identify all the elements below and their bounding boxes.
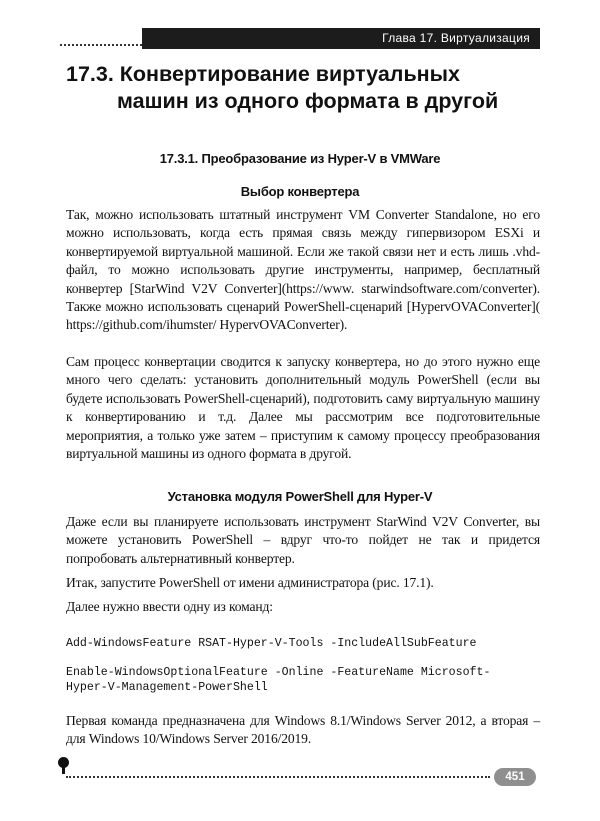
powershell-module-paragraph-4: Первая команда предназначена для Windows 8.1/Windows Server 2012, а вторая – для Windows 10/Windows Server 2016/2019. [66,713,540,747]
converter-choice-paragraph-1: Так, можно использовать штатный инструмент VM Converter Standalone, но его можно использовать, когда есть прямая связь между гипервизором ESXi и конвертируемой виртуальной машиной. Если же такой связи нет и есть лишь .vhd-файл, то можно использовать другие инструменты, например, бесплатный конвертер [StarWind V2V Converter](https://www. starwindsoftware.com/converter). Также можно использовать сценарий PowerShell-сценарий [HypervOVAConverter]( https://github.com/ihumster/ HypervOVAConverter). [66,207,540,333]
powershell-module-heading: Установка модуля PowerShell для Hyper-V [167,489,433,504]
powershell-module-paragraph-2: Итак, запустите PowerShell от имени администратора (рис. 17.1). [66,575,434,590]
code-command-2: Enable-WindowsOptionalFeature -Online -FeatureName Microsoft- Hyper-V-Management-PowerShell [66,666,491,694]
section-title-line2: машин из одного формата в другой [117,89,499,113]
section-title [66,61,546,115]
footer-dots [66,776,490,778]
converter-choice-paragraph-2: Сам процесс конвертации сводится к запуску конвертера, но до этого нужно еще много чего сделать: установить дополнительный модуль PowerShell (если вы будете использовать PowerShell-сценарий), подготовить саму виртуальную машину к конвертированию и т.д. Далее мы рассмотрим все подготовительные мероприятия, а только уже затем – приступим к самому процессу преобразования виртуальной машины из одного формата в другой. [66,354,540,462]
header-dots [60,44,142,46]
powershell-module-paragraph-1: Даже если вы планируете использовать инструмент StarWind V2V Converter, вы можете установить PowerShell – вдруг что-то пойдет не так и придется попробовать альтернативный конвертер. [66,514,540,566]
chapter-header-bar [142,28,540,49]
footer-bullet-tail [62,766,65,774]
subsection-title: 17.3.1. Преобразование из Hyper-V в VMWare [159,151,441,166]
code-command-1: Add-WindowsFeature RSAT-Hyper-V-Tools -IncludeAllSubFeature [66,637,477,650]
page-number: 451 [494,768,536,786]
converter-choice-heading: Выбор конвертера [240,184,360,199]
section-title-line1: 17.3. Конвертирование виртуальных [66,62,460,86]
powershell-module-paragraph-3: Далее нужно ввести одну из команд: [66,599,273,614]
chapter-header: Глава 17. Виртуализация [382,31,530,45]
